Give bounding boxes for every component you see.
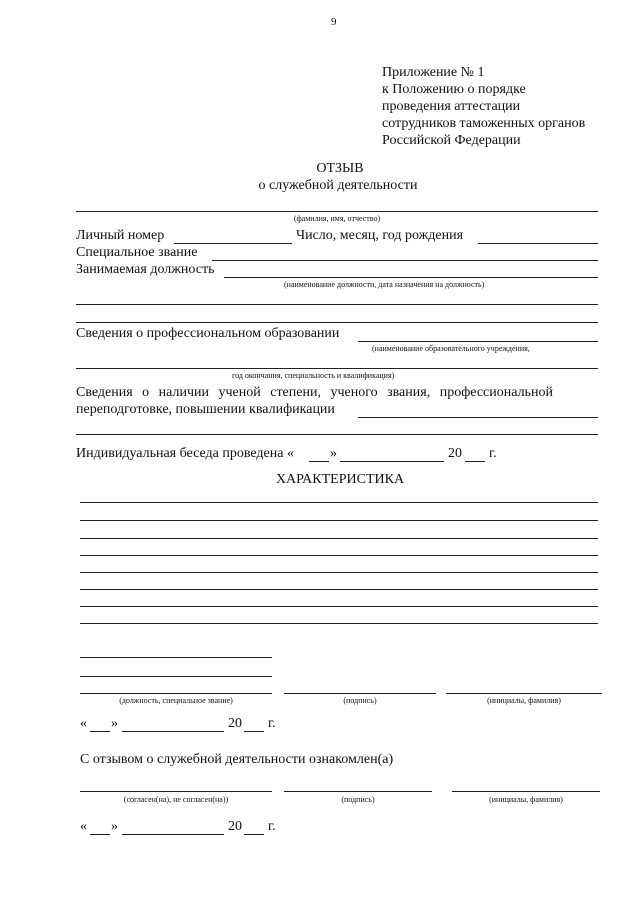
signature-year: 20: [228, 716, 242, 731]
ack-year: 20: [228, 819, 242, 834]
characteristic-heading: ХАРАКТЕРИСТИКА: [275, 472, 405, 487]
appendix-line: Российской Федерации: [382, 133, 521, 148]
degree-label: переподготовке, повышении квалификации: [76, 402, 335, 417]
education-caption: год окончания, специальность и квалификация): [232, 371, 395, 380]
ack-sign-line: [284, 791, 432, 792]
signature-year-line: [244, 731, 264, 732]
interview-label: Индивидуальная беседа проведена «: [76, 446, 294, 461]
appendix-line: проведения аттестации: [382, 99, 521, 114]
ack-initials-caption: (инициалы, фамилия): [489, 795, 563, 804]
signature-sign-line: [284, 693, 436, 694]
position-label: Занимаемая должность: [76, 262, 215, 277]
ack-agree-line: [80, 791, 272, 792]
education-caption: (наименование образовательного учреждения,: [372, 344, 530, 353]
page-number: 9: [331, 16, 337, 28]
ack-sign-caption: (подпись): [341, 795, 375, 804]
special-rank-label: Специальное звание: [76, 245, 198, 260]
ack-agree-caption: (согласен(на), не согласен(на)): [123, 795, 229, 804]
signature-year-suffix: г.: [268, 716, 276, 731]
signature-position-line: [80, 693, 272, 694]
fio-caption: (фамилия, имя, отчество): [293, 214, 381, 223]
ack-date-close: »: [111, 819, 118, 834]
interview-day-line: [309, 461, 329, 462]
degree-extra-line: [76, 434, 598, 435]
ack-year-suffix: г.: [268, 819, 276, 834]
degree-line: [358, 417, 598, 418]
characteristic-line: [80, 606, 598, 607]
signature-day-line: [90, 731, 110, 732]
ack-year-line: [244, 834, 264, 835]
ack-date-open: «: [80, 819, 87, 834]
personal-number-label: Личный номер: [76, 228, 165, 243]
characteristic-line: [80, 502, 598, 503]
signature-month-line: [122, 731, 224, 732]
characteristic-line: [80, 520, 598, 521]
birth-date-label: Число, месяц, год рождения: [296, 228, 464, 243]
signature-position-line: [80, 657, 272, 658]
degree-label: Сведения о наличии ученой степени, ученого звания, профессиональной: [76, 385, 553, 400]
characteristic-line: [80, 572, 598, 573]
appendix-line: сотрудников таможенных органов: [382, 116, 586, 131]
appendix-line: Приложение № 1: [382, 65, 485, 80]
interview-year: 20: [448, 446, 462, 461]
ack-day-line: [90, 834, 110, 835]
appendix-line: к Положению о порядке: [382, 82, 526, 97]
characteristic-line: [80, 623, 598, 624]
signature-date-close: »: [111, 716, 118, 731]
position-extra-line: [76, 322, 598, 323]
interview-quote: »: [330, 446, 337, 461]
position-caption: (наименование должности, дата назначения на должность): [284, 280, 485, 289]
signature-initials-line: [446, 693, 602, 694]
characteristic-line: [80, 589, 598, 590]
ack-initials-line: [452, 791, 600, 792]
ack-month-line: [122, 834, 224, 835]
position-line: [224, 277, 598, 278]
characteristic-line: [80, 538, 598, 539]
interview-suffix: г.: [489, 446, 497, 461]
signature-position-caption: (должность, специальное звание): [119, 696, 233, 705]
position-extra-line: [76, 304, 598, 305]
document-title: ОТЗЫВ: [316, 161, 364, 176]
document-subtitle: о служебной деятельности: [258, 178, 418, 193]
birth-date-line: [478, 243, 598, 244]
signature-position-line: [80, 676, 272, 677]
interview-year-line: [465, 461, 485, 462]
acknowledgement-text: С отзывом о служебной деятельности ознакомлен(а): [80, 752, 394, 767]
personal-number-line: [174, 243, 292, 244]
education-extra-line: [76, 368, 598, 369]
signature-sign-caption: (подпись): [343, 696, 377, 705]
characteristic-line: [80, 555, 598, 556]
education-line: [358, 341, 598, 342]
education-label: Сведения о профессиональном образовании: [76, 326, 340, 341]
signature-initials-caption: (инициалы, фамилия): [487, 696, 561, 705]
signature-date-open: «: [80, 716, 87, 731]
interview-month-line: [340, 461, 444, 462]
special-rank-line: [212, 260, 598, 261]
fio-line: [76, 211, 598, 212]
